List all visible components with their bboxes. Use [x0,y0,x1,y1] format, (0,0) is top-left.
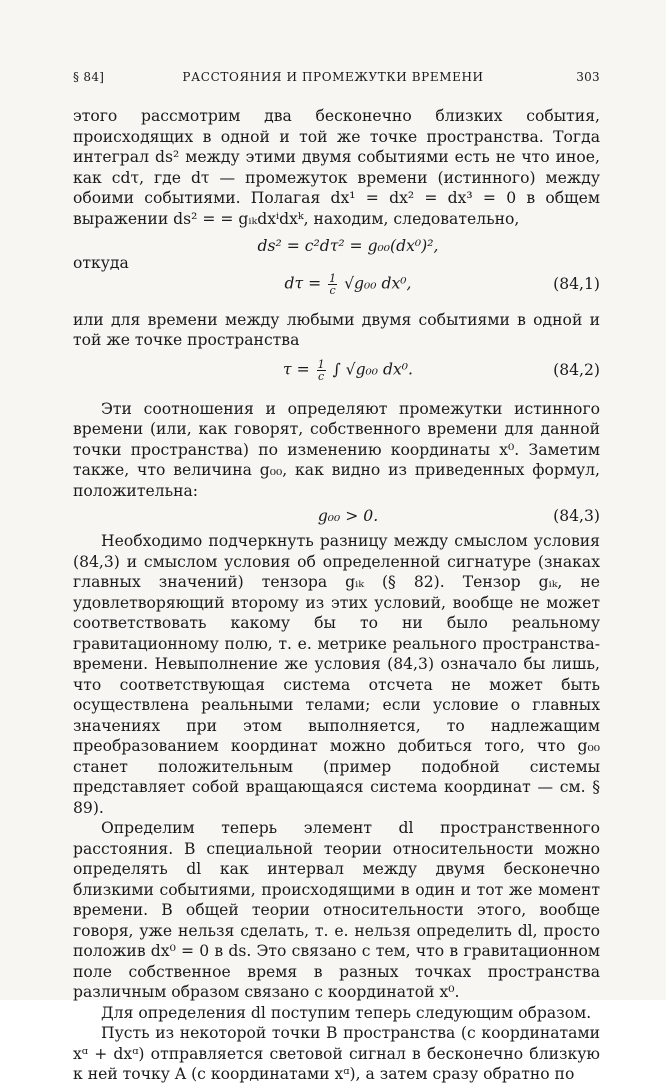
running-title: РАССТОЯНИЯ И ПРОМЕЖУТКИ ВРЕМЕНИ [182,70,484,84]
fraction-denominator: c [318,370,325,383]
equation-number: (84,1) [553,275,600,294]
equation-expression [223,273,473,296]
fraction [328,273,337,296]
fraction-denominator: c [329,284,336,297]
equation [73,229,600,263]
paragraph: этого рассмотрим два бесконечно близких события, происходящих в одной и той же точке пространства. Тогда интеграл ds² между этими двумя событиями есть не что иное, как cdτ, где dτ — промежуток времени (истинного) между обоими событиями. Полагая dx¹ = dx² = dx³ = 0 в общем выражении ds² = = gᵢₖdxⁱdxᵏ, находим, следовательно, [73,107,600,228]
equation-expression: g₀₀ > 0. [317,506,379,525]
equation-expression [223,359,473,382]
section-marker: § 84] [73,70,105,84]
equation-lhs: dτ = [284,274,327,293]
paragraph: Необходимо подчеркнуть разницу между смыслом условия (84,3) и смыслом условия об определенной сигнатуре (знаках главных значений) тензора gᵢₖ (§ 82). Тензор gᵢₖ, не удовлетворяющий второму из этих условий, вообще не может соответствовать какому бы то ни было реальному гравитационному полю, т. е. метрике реального пространства-времени. Невыполнение же условия (84,3) означало бы лишь, что соответствующая система отсчета не может быть осуществлена реальными телами; если условие о главных значениях при этом выполняется, то надлежащим преобразованием координат можно добиться того, что g₀₀ станет положительным (пример подобной системы представляет собой вращающаяся система координат — см. § 89). [73,532,600,817]
paragraph: Определим теперь элемент dl пространственного расстояния. В специальной теории относительности можно определять dl как интервал между двумя бесконечно близкими событиями, происходящими в один и тот же момент времени. В общей теории относительности этого, вообще говоря, уже нельзя сделать, т. е. нельзя определить dl, просто положив dx⁰ = 0 в ds. Это связано с тем, что в гравитационном поле собственное время в разных точках пространства различным образом связано с координатой x⁰. [73,819,600,1001]
equation-84-1 [73,268,600,302]
equation-number: (84,3) [553,506,600,525]
equation-84-3 [73,501,600,531]
equation-expression: ds² = c²dτ² = g₀₀(dx⁰)², [257,236,439,255]
paragraph: или для времени между любыми двумя событиями в одной и той же точке пространства [73,310,600,349]
paragraph: Для определения dl поступим теперь следующим образом. [101,1003,592,1022]
equation-rhs: ∫ √g₀₀ dx⁰. [327,360,413,379]
paragraph: Пусть из некоторой точки B пространства (с координатами xᵅ + dxᵅ) отправляется световой сигнал в бесконечно близкую к ней точку A (с координатами xᵅ), а затем сразу обратно по [73,1024,600,1083]
fraction-numerator: 1 [329,272,337,285]
page-body [73,106,600,1085]
equation-number: (84,2) [553,361,600,380]
paragraph: Эти соотношения и определяют промежутки истинного времени (или, как говорят, собственного времени для данной точки пространства) по изменению координаты x⁰. Заметим также, что величина g₀₀, как видно из приведенных формул, положительна: [73,399,600,500]
paragraph-lead: откуда [73,254,129,272]
equation-84-2 [73,351,600,391]
equation-lhs: τ = [282,360,315,379]
equation-rhs: √g₀₀ dx⁰, [339,274,412,293]
page-number: 303 [576,70,600,84]
fraction [317,359,326,382]
fraction-numerator: 1 [317,358,325,371]
